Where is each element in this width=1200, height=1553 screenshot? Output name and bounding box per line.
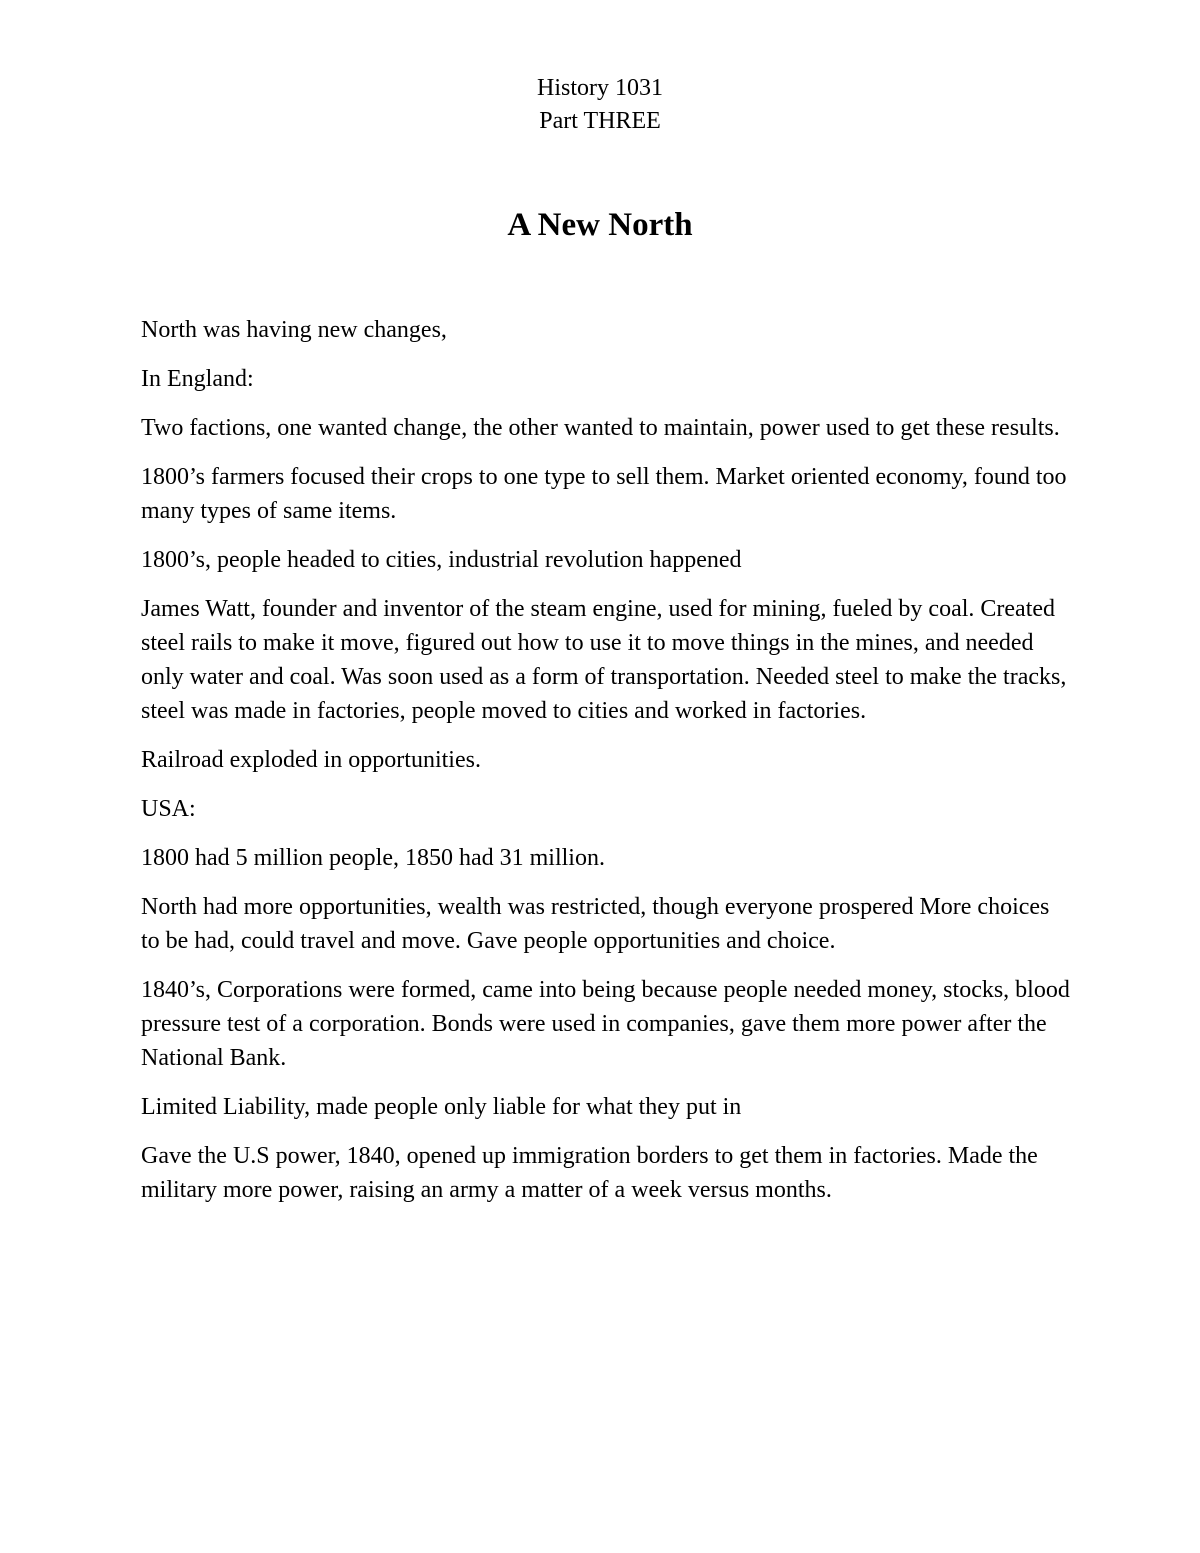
document-body <box>141 313 1071 1222</box>
paragraph: 1800’s, people headed to cities, industrial revolution happened <box>141 547 742 573</box>
document-header <box>0 72 1200 138</box>
paragraph: 1800 had 5 million people, 1850 had 31 million. <box>141 845 605 871</box>
paragraph: Limited Liability, made people only liable for what they put in <box>141 1094 742 1120</box>
paragraph: Gave the U.S power, 1840, opened up immigration borders to get them in factories. Made the military more power, raising an army a matter of a week versus months. <box>141 1143 1038 1203</box>
paragraph: 1800’s farmers focused their crops to one type to sell them. Market oriented economy, found too many types of same items. <box>141 464 1067 524</box>
part-label: Part THREE <box>539 108 661 134</box>
page-title: A New North <box>507 207 693 243</box>
paragraph: North had more opportunities, wealth was restricted, though everyone prospered More choices to be had, could travel and move. Gave people opportunities and choice. <box>141 894 1050 954</box>
paragraph: North was having new changes, <box>141 317 447 343</box>
paragraph: Railroad exploded in opportunities. <box>141 747 481 773</box>
paragraph: James Watt, founder and inventor of the steam engine, used for mining, fueled by coal. Created steel rails to make it move, figured out how to use it to move things in the mines, and needed only water and coal. Was soon used as a form of transportation. Needed steel to make the tracks, steel was made in factories, people moved to cities and worked in factories. <box>141 596 1067 724</box>
course-title: History 1031 <box>537 75 663 101</box>
paragraph: 1840’s, Corporations were formed, came into being because people needed money, stocks, blood pressure test of a corporation. Bonds were used in companies, gave them more power after the National Bank. <box>141 977 1070 1071</box>
paragraph: USA: <box>141 796 196 822</box>
paragraph: In England: <box>141 366 254 392</box>
paragraph: Two factions, one wanted change, the other wanted to maintain, power used to get these results. <box>141 415 1060 441</box>
